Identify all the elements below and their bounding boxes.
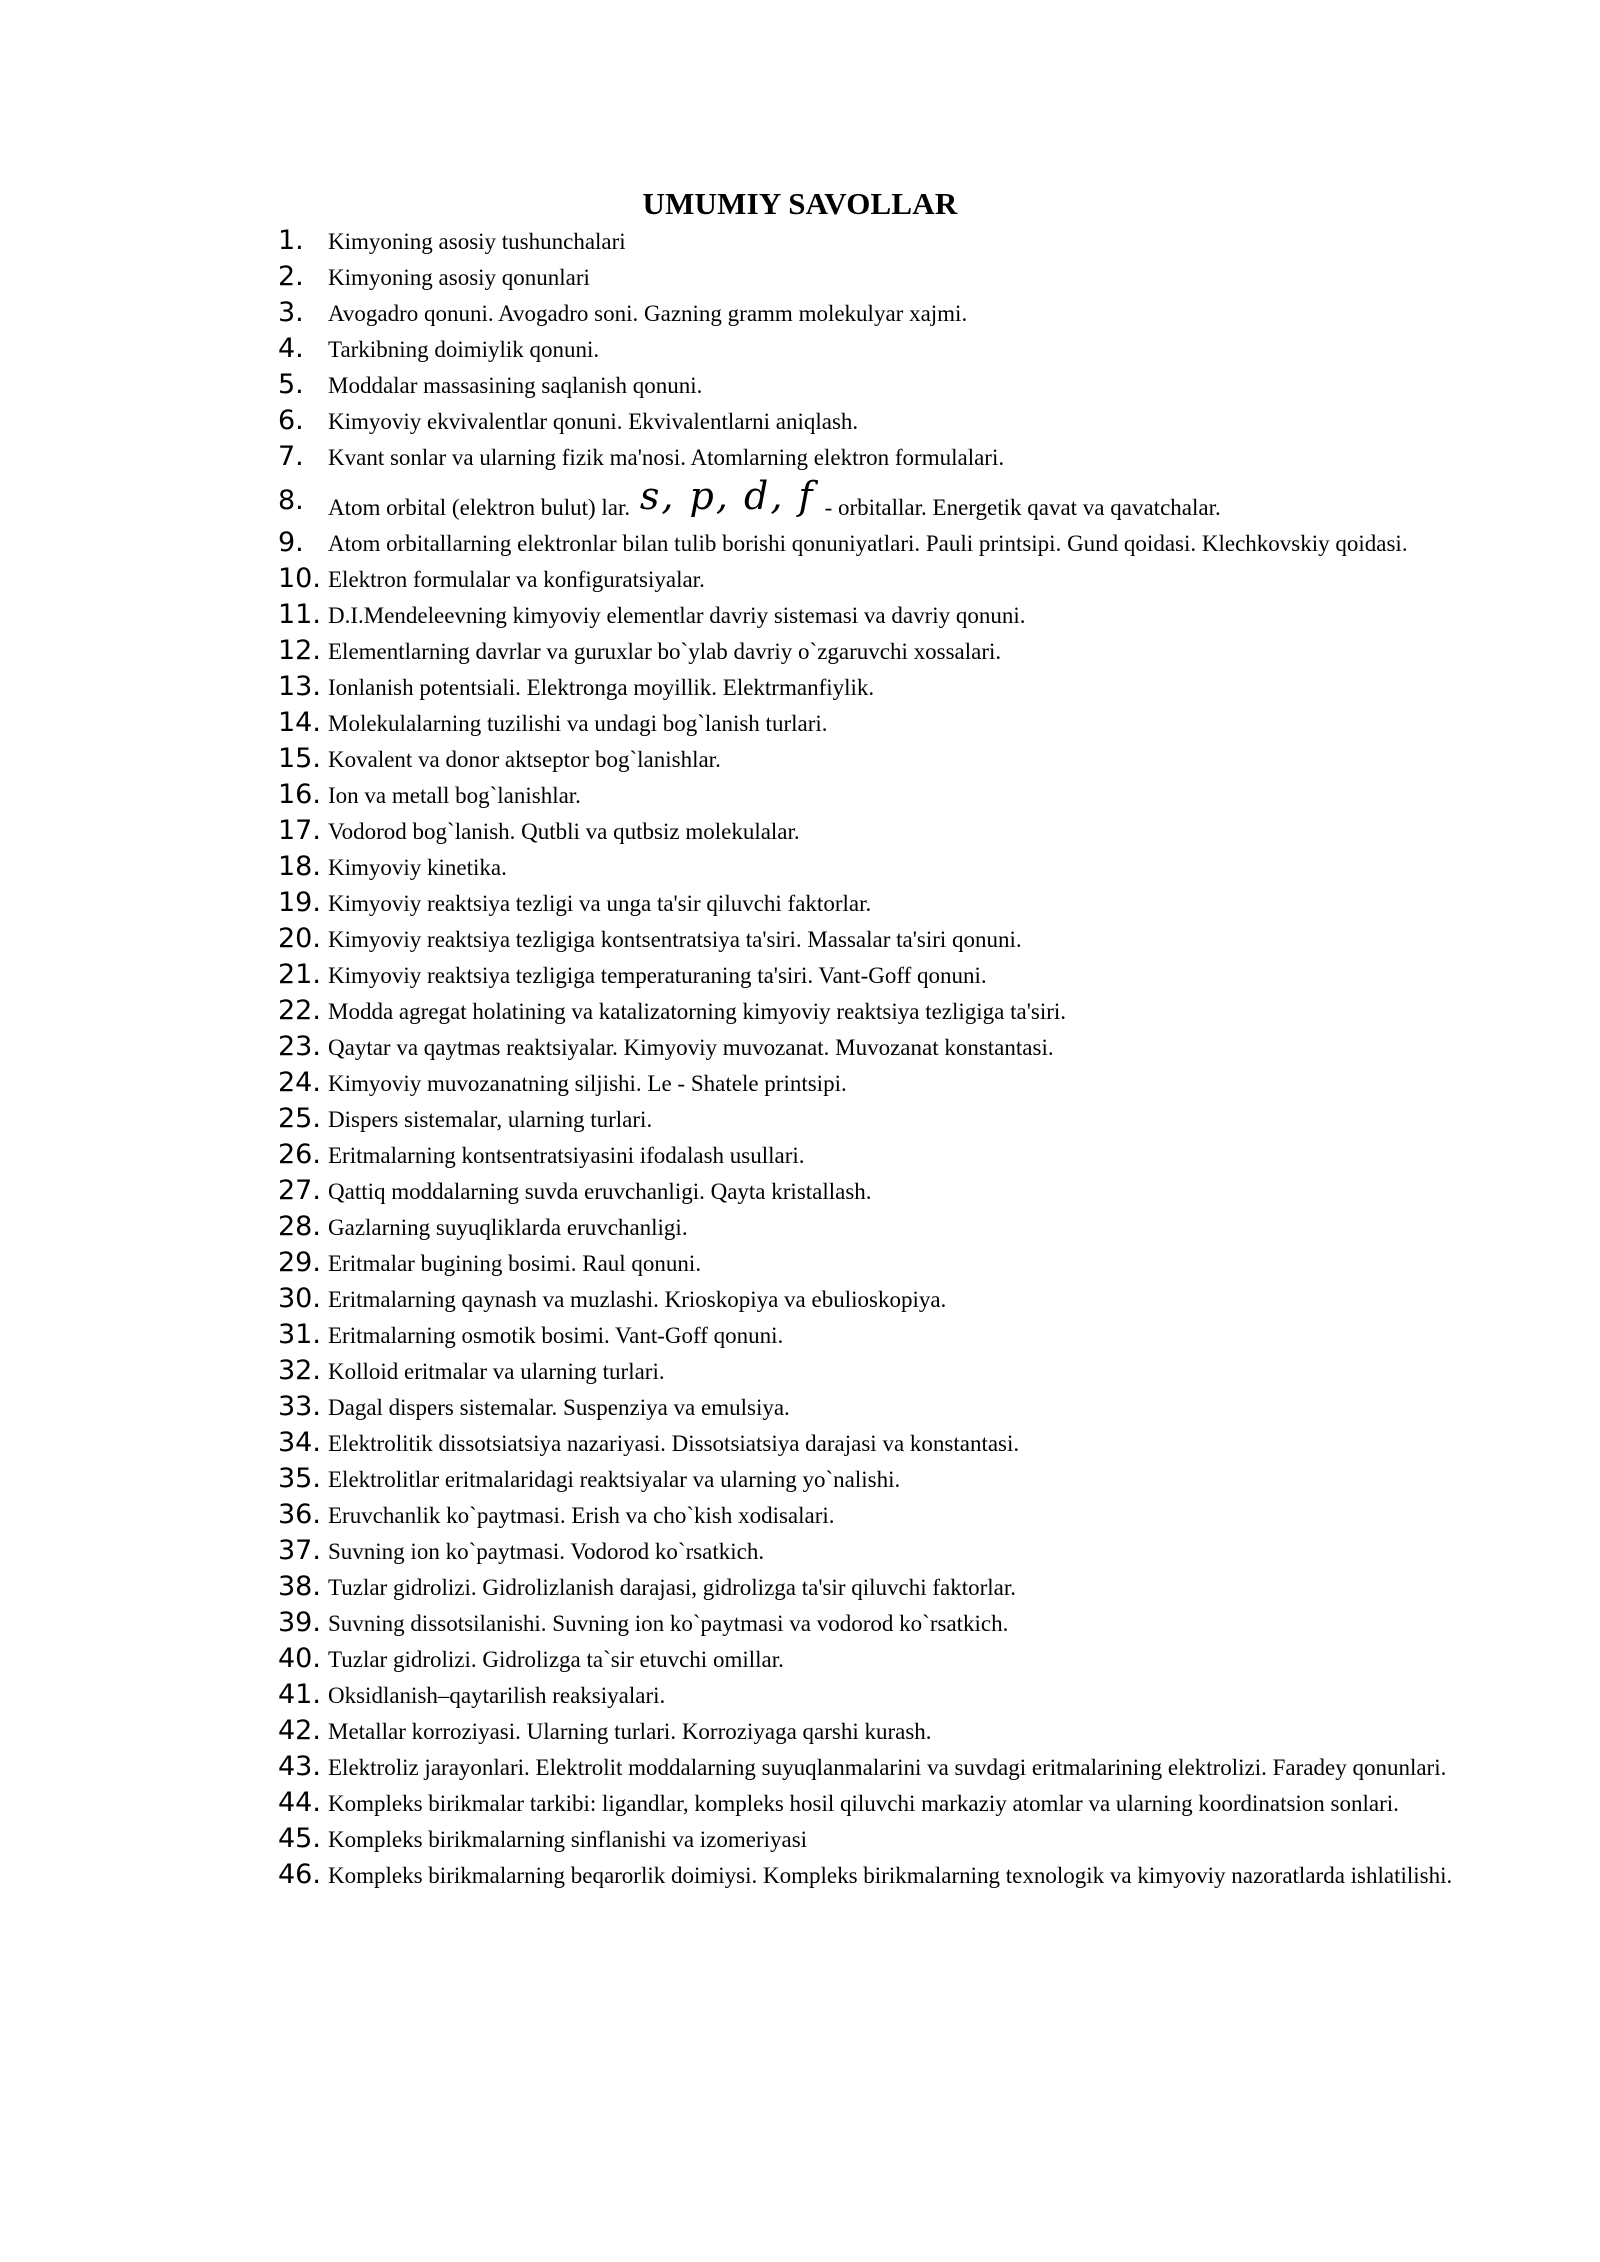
item-number: 5. bbox=[278, 369, 304, 400]
item-text: D.I.Mendeleevning kimyoviy elementlar davriy sistemasi va davriy qonuni. bbox=[328, 603, 1026, 628]
item-text: Elementlarning davrlar va guruxlar bo`ylab davriy o`zgaruvchi xossalari. bbox=[328, 639, 1002, 664]
item-number: 26. bbox=[278, 1139, 321, 1170]
list-item bbox=[0, 1028, 1600, 1064]
item-number: 10. bbox=[278, 563, 321, 594]
list-item bbox=[0, 1568, 1600, 1604]
item-number: 20. bbox=[278, 923, 321, 954]
item-number: 28. bbox=[278, 1211, 321, 1242]
item-text bbox=[328, 474, 1498, 524]
item-text: Kimyoviy kinetika. bbox=[328, 855, 507, 880]
item-text: Avogadro qonuni. Avogadro soni. Gazning gramm molekulyar xajmi. bbox=[328, 301, 968, 326]
item-number: 16. bbox=[278, 779, 321, 810]
item-text: Ion va metall bog`lanishlar. bbox=[328, 783, 581, 808]
list-item bbox=[0, 222, 1600, 258]
list-item bbox=[0, 1280, 1600, 1316]
item-number: 8. bbox=[278, 485, 304, 516]
item-number: 21. bbox=[278, 959, 321, 990]
item-number: 38. bbox=[278, 1571, 321, 1602]
item-number: 43. bbox=[278, 1751, 321, 1782]
list-item bbox=[0, 1136, 1600, 1172]
item-number: 14. bbox=[278, 707, 321, 738]
item-number: 18. bbox=[278, 851, 321, 882]
item-number: 17. bbox=[278, 815, 321, 846]
item-number: 11. bbox=[278, 599, 321, 630]
orbital-symbols: s, p, d, f bbox=[639, 474, 815, 518]
item-text: Molekulalarning tuzilishi va undagi bog`lanish turlari. bbox=[328, 711, 828, 736]
item-text: Eritmalar bugining bosimi. Raul qonuni. bbox=[328, 1251, 702, 1276]
question-list bbox=[0, 222, 1600, 1892]
list-item bbox=[0, 920, 1600, 956]
item-number: 23. bbox=[278, 1031, 321, 1062]
item-text: Elektrolitik dissotsiatsiya nazariyasi. Dissotsiatsiya darajasi va konstantasi. bbox=[328, 1431, 1020, 1456]
list-item bbox=[0, 1244, 1600, 1280]
item-number: 41. bbox=[278, 1679, 321, 1710]
list-item bbox=[0, 848, 1600, 884]
item-text: Kompleks birikmalarning sinflanishi va izomeriyasi bbox=[328, 1827, 808, 1852]
list-item bbox=[0, 704, 1600, 740]
list-item bbox=[0, 1316, 1600, 1352]
item-number: 12. bbox=[278, 635, 321, 666]
list-item bbox=[0, 884, 1600, 920]
list-item bbox=[0, 524, 1600, 560]
item-text: Kovalent va donor aktseptor bog`lanishlar. bbox=[328, 747, 721, 772]
item-text: Kimyoviy muvozanatning siljishi. Le - Shatele printsipi. bbox=[328, 1071, 847, 1096]
item-text: Suvning ion ko`paytmasi. Vodorod ko`rsatkich. bbox=[328, 1539, 765, 1564]
list-item bbox=[0, 1640, 1600, 1676]
item-text: Qattiq moddalarning suvda eruvchanligi. Qayta kristallash. bbox=[328, 1179, 872, 1204]
list-item bbox=[0, 992, 1600, 1028]
list-item bbox=[0, 1676, 1600, 1712]
item-number: 6. bbox=[278, 405, 304, 436]
list-item bbox=[0, 740, 1600, 776]
list-item bbox=[0, 1712, 1600, 1748]
list-item bbox=[0, 812, 1600, 848]
item-number: 27. bbox=[278, 1175, 321, 1206]
list-item bbox=[0, 1388, 1600, 1424]
item-text: Dagal dispers sistemalar. Suspenziya va emulsiya. bbox=[328, 1395, 790, 1420]
list-item bbox=[0, 1784, 1600, 1820]
list-item bbox=[0, 1496, 1600, 1532]
item-number: 15. bbox=[278, 743, 321, 774]
item-text: Modda agregat holatining va katalizatorning kimyoviy reaktsiya tezligiga ta'siri. bbox=[328, 999, 1067, 1024]
list-item bbox=[0, 366, 1600, 402]
item-number: 31. bbox=[278, 1319, 321, 1350]
item-number: 13. bbox=[278, 671, 321, 702]
item-text: Kimyoviy reaktsiya tezligiga kontsentratsiya ta'siri. Massalar ta'siri qonuni. bbox=[328, 927, 1022, 952]
item-text: Kimyoning asosiy tushunchalari bbox=[328, 229, 626, 254]
list-item bbox=[0, 1460, 1600, 1496]
item-text: Metallar korroziyasi. Ularning turlari. Korroziyaga qarshi kurash. bbox=[328, 1719, 932, 1744]
list-item bbox=[0, 438, 1600, 474]
list-item bbox=[0, 776, 1600, 812]
list-item bbox=[0, 560, 1600, 596]
list-item bbox=[0, 1820, 1600, 1856]
item-text: Tuzlar gidrolizi. Gidrolizga ta`sir etuvchi omillar. bbox=[328, 1647, 784, 1672]
list-item bbox=[0, 1100, 1600, 1136]
item-text-after: - orbitallar. Energetik qavat va qavatchalar. bbox=[824, 495, 1221, 520]
item-text: Kvant sonlar va ularning fizik ma'nosi. Atomlarning elektron formulalari. bbox=[328, 445, 1005, 470]
item-number: 9. bbox=[278, 527, 304, 558]
list-item bbox=[0, 1604, 1600, 1640]
item-text: Suvning dissotsilanishi. Suvning ion ko`paytmasi va vodorod ko`rsatkich. bbox=[328, 1611, 1009, 1636]
item-number: 32. bbox=[278, 1355, 321, 1386]
list-item bbox=[0, 330, 1600, 366]
list-item bbox=[0, 402, 1600, 438]
item-text: Oksidlanish–qaytarilish reaksiyalari. bbox=[328, 1683, 666, 1708]
item-text: Kompleks birikmalar tarkibi: ligandlar, kompleks hosil qiluvchi markaziy atomlar va ularning koordinatsion sonlari. bbox=[328, 1791, 1399, 1816]
list-item bbox=[0, 956, 1600, 992]
item-number: 19. bbox=[278, 887, 321, 918]
item-text: Kimyoviy ekvivalentlar qonuni. Ekvivalentlarni aniqlash. bbox=[328, 409, 859, 434]
item-text: Moddalar massasining saqlanish qonuni. bbox=[328, 373, 703, 398]
item-text: Elektrolitlar eritmalaridagi reaktsiyalar va ularning yo`nalishi. bbox=[328, 1467, 901, 1492]
item-number: 3. bbox=[278, 297, 304, 328]
list-item bbox=[0, 1748, 1600, 1784]
item-text: Kimyoviy reaktsiya tezligiga temperaturaning ta'siri. Vant-Goff qonuni. bbox=[328, 963, 987, 988]
item-text: Tuzlar gidrolizi. Gidrolizlanish darajasi, gidrolizga ta'sir qiluvchi faktorlar. bbox=[328, 1575, 1017, 1600]
item-text: Elektroliz jarayonlari. Elektrolit moddalarning suyuqlanmalarini va suvdagi eritmalarining elektrolizi. Faradey qonunlari. bbox=[328, 1755, 1447, 1780]
list-item bbox=[0, 1424, 1600, 1460]
item-text: Elektron formulalar va konfiguratsiyalar. bbox=[328, 567, 705, 592]
item-text: Kompleks birikmalarning beqarorlik doimiysi. Kompleks birikmalarning texnologik va kimyoviy nazoratlarda ishlatilishi. bbox=[328, 1863, 1453, 1888]
list-item bbox=[0, 668, 1600, 704]
item-text: Eritmalarning kontsentratsiyasini ifodalash usullari. bbox=[328, 1143, 805, 1168]
list-item bbox=[0, 258, 1600, 294]
list-item bbox=[0, 596, 1600, 632]
item-text: Gazlarning suyuqliklarda eruvchanligi. bbox=[328, 1215, 688, 1240]
list-item bbox=[0, 1856, 1600, 1892]
item-text: Qaytar va qaytmas reaktsiyalar. Kimyoviy muvozanat. Muvozanat konstantasi. bbox=[328, 1035, 1054, 1060]
item-number: 36. bbox=[278, 1499, 321, 1530]
item-text: Eritmalarning osmotik bosimi. Vant-Goff qonuni. bbox=[328, 1323, 784, 1348]
list-item bbox=[0, 474, 1600, 524]
item-text: Kolloid eritmalar va ularning turlari. bbox=[328, 1359, 665, 1384]
item-text: Dispers sistemalar, ularning turlari. bbox=[328, 1107, 653, 1132]
item-number: 44. bbox=[278, 1787, 321, 1818]
item-number: 4. bbox=[278, 333, 304, 364]
item-number: 2. bbox=[278, 261, 304, 292]
item-number: 34. bbox=[278, 1427, 321, 1458]
list-item bbox=[0, 1208, 1600, 1244]
item-text-before: Atom orbital (elektron bulut) lar. bbox=[328, 495, 631, 520]
item-number: 39. bbox=[278, 1607, 321, 1638]
item-number: 30. bbox=[278, 1283, 321, 1314]
item-text: Atom orbitallarning elektronlar bilan tulib borishi qonuniyatlari. Pauli printsipi. Gund qoidasi. Klechkovskiy qoidasi. bbox=[328, 531, 1408, 556]
item-text: Tarkibning doimiylik qonuni. bbox=[328, 337, 600, 362]
item-number: 40. bbox=[278, 1643, 321, 1674]
item-text: Kimyoning asosiy qonunlari bbox=[328, 265, 590, 290]
item-number: 33. bbox=[278, 1391, 321, 1422]
item-number: 7. bbox=[278, 441, 304, 472]
page-title: UMUMIY SAVOLLAR bbox=[642, 186, 958, 221]
list-item bbox=[0, 1172, 1600, 1208]
item-text: Eruvchanlik ko`paytmasi. Erish va cho`kish xodisalari. bbox=[328, 1503, 835, 1528]
item-number: 1. bbox=[278, 225, 304, 256]
item-number: 35. bbox=[278, 1463, 321, 1494]
item-text: Ionlanish potentsiali. Elektronga moyillik. Elektrmanfiylik. bbox=[328, 675, 875, 700]
item-number: 24. bbox=[278, 1067, 321, 1098]
item-number: 22. bbox=[278, 995, 321, 1026]
item-number: 45. bbox=[278, 1823, 321, 1854]
item-number: 46. bbox=[278, 1859, 321, 1890]
item-text: Vodorod bog`lanish. Qutbli va qutbsiz molekulalar. bbox=[328, 819, 800, 844]
item-number: 25. bbox=[278, 1103, 321, 1134]
list-item bbox=[0, 632, 1600, 668]
item-text: Kimyoviy reaktsiya tezligi va unga ta'sir qiluvchi faktorlar. bbox=[328, 891, 872, 916]
item-number: 29. bbox=[278, 1247, 321, 1278]
list-item bbox=[0, 294, 1600, 330]
list-item bbox=[0, 1352, 1600, 1388]
list-item bbox=[0, 1064, 1600, 1100]
item-text: Eritmalarning qaynash va muzlashi. Krioskopiya va ebulioskopiya. bbox=[328, 1287, 947, 1312]
item-number: 37. bbox=[278, 1535, 321, 1566]
item-number: 42. bbox=[278, 1715, 321, 1746]
list-item bbox=[0, 1532, 1600, 1568]
